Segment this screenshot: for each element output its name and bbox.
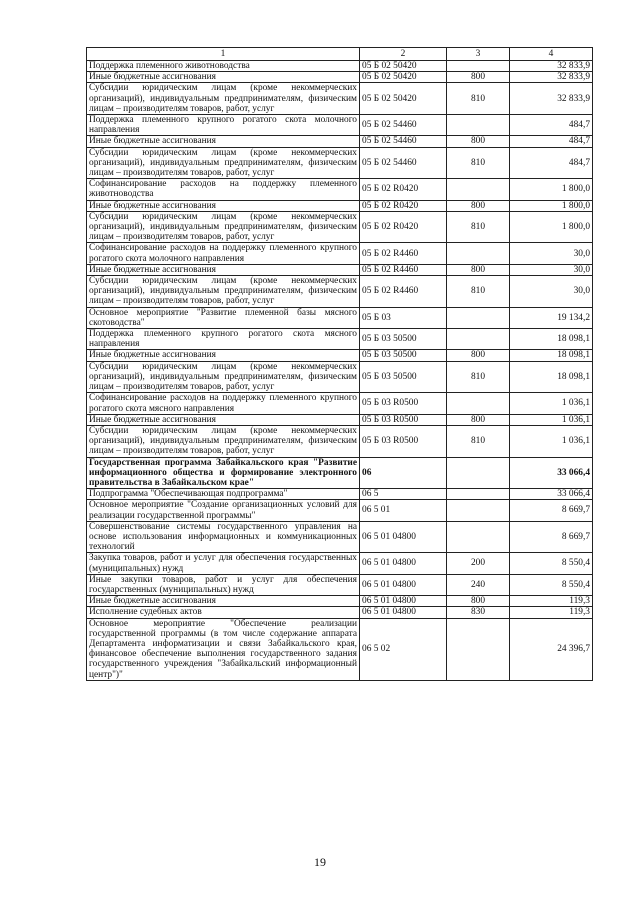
table-row (87, 83, 593, 115)
row-code-cell: 05 Б 02 R0420 (360, 179, 447, 200)
row-code-cell: 06 5 01 04800 (360, 574, 447, 595)
row-name-cell: Софинансирование расходов на поддержку племенного крупного рогатого скота мясного направления (87, 393, 360, 414)
row-amount-cell: 30,0 (510, 264, 593, 275)
row-name-cell: Основное мероприятие "Обеспечение реализации государственной программы (в том числе содержание аппарата Департамента информатизации и связи Забайкальского края, финансовое обеспечение выполнения государственного задания государственного учреждения "Забайкальский информационный центр")" (87, 618, 360, 680)
row-amount-cell: 1 036,1 (510, 425, 593, 457)
table-row (87, 200, 593, 211)
row-amount-cell: 18 098,1 (510, 329, 593, 350)
table-row (87, 61, 593, 72)
row-amount-cell: 19 134,2 (510, 307, 593, 328)
row-code-cell: 05 Б 02 R4460 (360, 276, 447, 308)
row-code-cell: 05 Б 02 R0420 (360, 200, 447, 211)
row-code-cell: 05 Б 02 54460 (360, 147, 447, 179)
row-name-cell: Подпрограмма "Обеспечивающая подпрограмма" (87, 489, 360, 500)
row-code-cell: 06 (360, 457, 447, 489)
row-expense-type-cell: 240 (447, 574, 510, 595)
table-row (87, 521, 593, 553)
table-row (87, 276, 593, 308)
row-expense-type-cell: 830 (447, 607, 510, 618)
row-name-cell: Субсидии юридическим лицам (кроме некоммерческих организаций), индивидуальным предпринимателям, физическим лицам – производителям товаров, работ, услуг (87, 211, 360, 243)
table-row (87, 115, 593, 136)
row-expense-type-cell: 800 (447, 136, 510, 147)
row-amount-cell: 119,3 (510, 607, 593, 618)
row-expense-type-cell (447, 115, 510, 136)
row-expense-type-cell: 810 (447, 361, 510, 393)
row-name-cell: Поддержка племенного животноводства (87, 61, 360, 72)
header-cell-1: 1 (87, 48, 360, 61)
row-amount-cell: 484,7 (510, 136, 593, 147)
row-amount-cell: 32 833,9 (510, 61, 593, 72)
row-code-cell: 05 Б 03 50500 (360, 361, 447, 393)
row-expense-type-cell: 810 (447, 147, 510, 179)
row-amount-cell: 8 550,4 (510, 553, 593, 574)
row-name-cell: Исполнение судебных актов (87, 607, 360, 618)
table-row (87, 243, 593, 264)
table-row (87, 618, 593, 680)
budget-table (86, 47, 593, 681)
row-expense-type-cell (447, 521, 510, 553)
row-name-cell: Иные бюджетные ассигнования (87, 596, 360, 607)
table-row (87, 425, 593, 457)
row-name-cell: Субсидии юридическим лицам (кроме некоммерческих организаций), индивидуальным предпринимателям, физическим лицам – производителям товаров, работ, услуг (87, 276, 360, 308)
row-code-cell: 05 Б 02 R4460 (360, 243, 447, 264)
row-code-cell: 05 Б 03 (360, 307, 447, 328)
table-row (87, 393, 593, 414)
table-row (87, 553, 593, 574)
row-code-cell: 06 5 (360, 489, 447, 500)
row-amount-cell: 32 833,9 (510, 83, 593, 115)
table-row (87, 574, 593, 595)
row-amount-cell: 8 550,4 (510, 574, 593, 595)
row-code-cell: 06 5 01 04800 (360, 607, 447, 618)
row-expense-type-cell (447, 243, 510, 264)
row-name-cell: Поддержка племенного крупного рогатого скота мясного направления (87, 329, 360, 350)
row-code-cell: 05 Б 02 54460 (360, 115, 447, 136)
row-expense-type-cell: 800 (447, 350, 510, 361)
row-amount-cell: 33 066,4 (510, 457, 593, 489)
table-row (87, 136, 593, 147)
row-amount-cell: 119,3 (510, 596, 593, 607)
row-code-cell: 06 5 01 04800 (360, 553, 447, 574)
row-expense-type-cell: 810 (447, 425, 510, 457)
row-expense-type-cell: 810 (447, 211, 510, 243)
row-expense-type-cell: 810 (447, 83, 510, 115)
row-code-cell: 05 Б 02 54460 (360, 136, 447, 147)
table-row (87, 457, 593, 489)
row-name-cell: Иные бюджетные ассигнования (87, 414, 360, 425)
row-name-cell: Основное мероприятие "Развитие племенной базы мясного скотоводства" (87, 307, 360, 328)
row-code-cell: 06 5 01 (360, 500, 447, 521)
row-name-cell: Субсидии юридическим лицам (кроме некоммерческих организаций), индивидуальным предпринимателям, физическим лицам – производителям товаров, работ, услуг (87, 361, 360, 393)
row-expense-type-cell (447, 307, 510, 328)
table-row (87, 361, 593, 393)
row-name-cell: Поддержка племенного крупного рогатого скота молочного направления (87, 115, 360, 136)
row-amount-cell: 30,0 (510, 243, 593, 264)
row-expense-type-cell: 810 (447, 276, 510, 308)
header-cell-3: 3 (447, 48, 510, 61)
row-amount-cell: 18 098,1 (510, 350, 593, 361)
row-code-cell: 05 Б 02 50420 (360, 72, 447, 83)
header-cell-4: 4 (510, 48, 593, 61)
row-expense-type-cell (447, 329, 510, 350)
row-amount-cell: 1 800,0 (510, 211, 593, 243)
row-amount-cell: 33 066,4 (510, 489, 593, 500)
row-name-cell: Государственная программа Забайкальского края "Развитие информационного общества и формирование электронного правительства в Забайкальском крае" (87, 457, 360, 489)
row-code-cell: 05 Б 02 R4460 (360, 264, 447, 275)
table-row (87, 307, 593, 328)
header-row (87, 48, 593, 61)
row-expense-type-cell: 800 (447, 596, 510, 607)
table-row (87, 264, 593, 275)
row-expense-type-cell (447, 500, 510, 521)
row-expense-type-cell: 800 (447, 72, 510, 83)
table-row (87, 211, 593, 243)
row-expense-type-cell: 800 (447, 200, 510, 211)
row-code-cell: 05 Б 02 R0420 (360, 211, 447, 243)
row-name-cell: Иные бюджетные ассигнования (87, 200, 360, 211)
row-expense-type-cell (447, 179, 510, 200)
page-number: 19 (314, 855, 326, 869)
row-name-cell: Иные бюджетные ассигнования (87, 136, 360, 147)
row-code-cell: 05 Б 02 50420 (360, 61, 447, 72)
row-name-cell: Софинансирование расходов на поддержку племенного животноводства (87, 179, 360, 200)
row-name-cell: Субсидии юридическим лицам (кроме некоммерческих организаций), индивидуальным предпринимателям, физическим лицам – производителям товаров, работ, услуг (87, 425, 360, 457)
row-name-cell: Субсидии юридическим лицам (кроме некоммерческих организаций), индивидуальным предпринимателям, физическим лицам – производителям товаров, работ, услуг (87, 147, 360, 179)
row-expense-type-cell (447, 489, 510, 500)
row-amount-cell: 1 036,1 (510, 414, 593, 425)
row-code-cell: 06 5 02 (360, 618, 447, 680)
table-row (87, 72, 593, 83)
row-code-cell: 05 Б 03 R0500 (360, 425, 447, 457)
row-code-cell: 05 Б 03 50500 (360, 350, 447, 361)
row-amount-cell: 1 036,1 (510, 393, 593, 414)
table-row (87, 350, 593, 361)
row-name-cell: Иные бюджетные ассигнования (87, 264, 360, 275)
row-amount-cell: 8 669,7 (510, 500, 593, 521)
row-name-cell: Субсидии юридическим лицам (кроме некоммерческих организаций), индивидуальным предпринимателям, физическим лицам – производителям товаров, работ, услуг (87, 83, 360, 115)
row-code-cell: 06 5 01 04800 (360, 596, 447, 607)
row-amount-cell: 24 396,7 (510, 618, 593, 680)
row-code-cell: 06 5 01 04800 (360, 521, 447, 553)
row-amount-cell: 18 098,1 (510, 361, 593, 393)
row-expense-type-cell: 200 (447, 553, 510, 574)
row-name-cell: Иные бюджетные ассигнования (87, 350, 360, 361)
table-body (87, 48, 593, 681)
row-name-cell: Основное мероприятие "Создание организационных условий для реализации государственной программы" (87, 500, 360, 521)
table-row (87, 607, 593, 618)
row-code-cell: 05 Б 03 R0500 (360, 414, 447, 425)
row-expense-type-cell (447, 393, 510, 414)
row-name-cell: Иные закупки товаров, работ и услуг для обеспечения государственных (муниципальных) нужд (87, 574, 360, 595)
row-name-cell: Иные бюджетные ассигнования (87, 72, 360, 83)
row-code-cell: 05 Б 03 50500 (360, 329, 447, 350)
table-row (87, 500, 593, 521)
row-amount-cell: 1 800,0 (510, 200, 593, 211)
row-name-cell: Закупка товаров, работ и услуг для обеспечения государственных (муниципальных) нужд (87, 553, 360, 574)
row-code-cell: 05 Б 02 50420 (360, 83, 447, 115)
row-expense-type-cell: 800 (447, 414, 510, 425)
row-amount-cell: 484,7 (510, 147, 593, 179)
row-expense-type-cell (447, 61, 510, 72)
row-amount-cell: 484,7 (510, 115, 593, 136)
table-row (87, 596, 593, 607)
table-row (87, 179, 593, 200)
table-row (87, 489, 593, 500)
row-amount-cell: 1 800,0 (510, 179, 593, 200)
header-cell-2: 2 (360, 48, 447, 61)
table-row (87, 329, 593, 350)
table-row (87, 147, 593, 179)
row-amount-cell: 8 669,7 (510, 521, 593, 553)
row-expense-type-cell (447, 457, 510, 489)
row-name-cell: Совершенствование системы государственного управления на основе использования информационных и коммуникационных технологий (87, 521, 360, 553)
row-code-cell: 05 Б 03 R0500 (360, 393, 447, 414)
row-expense-type-cell (447, 618, 510, 680)
row-name-cell: Софинансирование расходов на поддержку племенного крупного рогатого скота молочного направления (87, 243, 360, 264)
row-amount-cell: 32 833,9 (510, 72, 593, 83)
row-amount-cell: 30,0 (510, 276, 593, 308)
table-row (87, 414, 593, 425)
row-expense-type-cell: 800 (447, 264, 510, 275)
